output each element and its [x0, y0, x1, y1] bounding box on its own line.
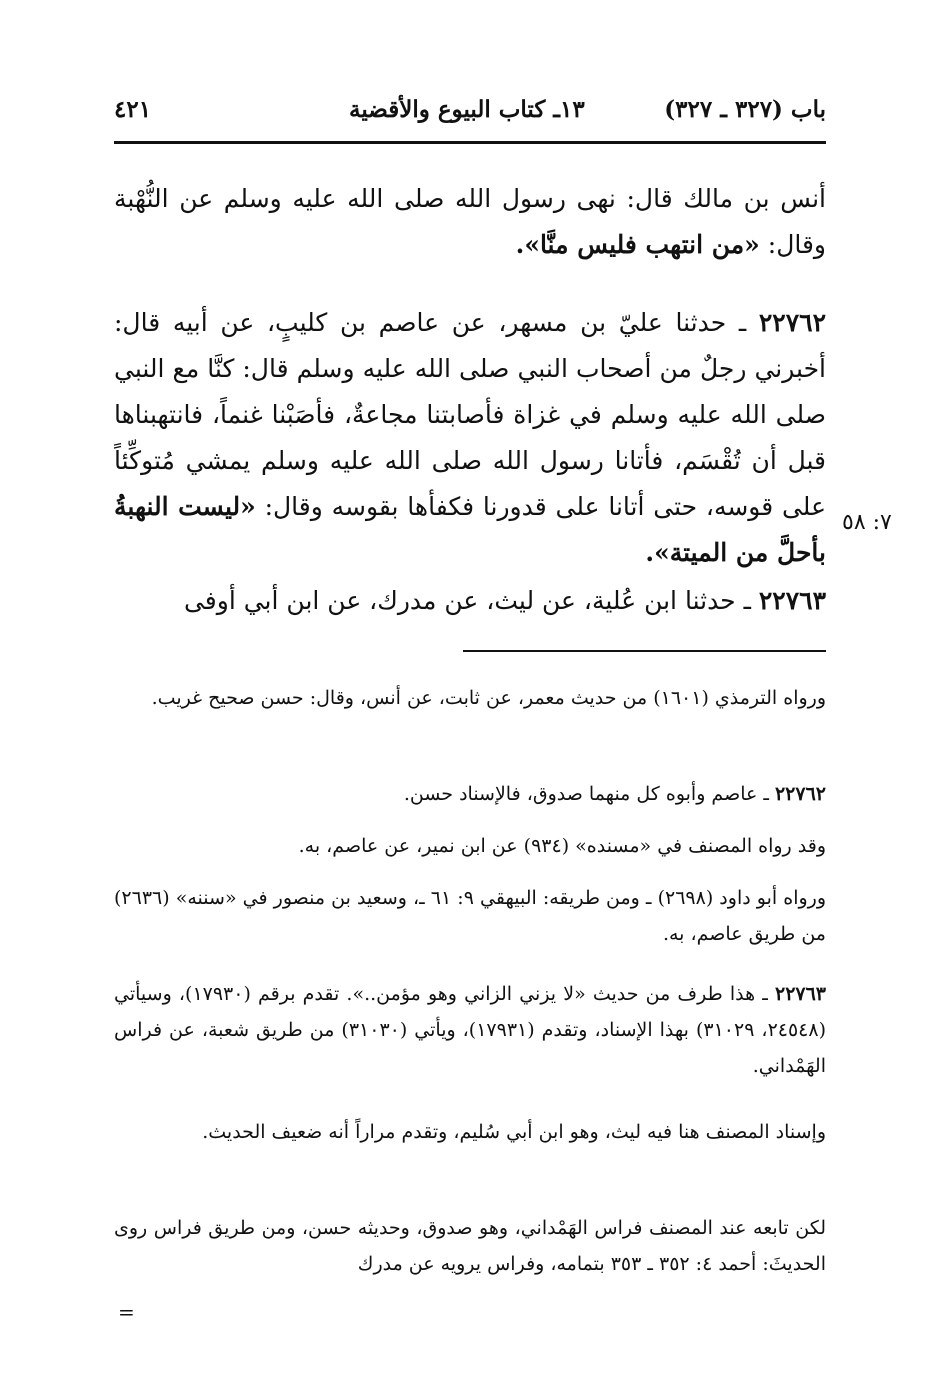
- footnote-5: [114, 976, 870, 1084]
- footnote-4: ورواه أبو داود (٢٦٩٨) ـ ومن طريقه: البيهقي ٩: ٦١ ـ، وسعيد بن منصور في «سننه» (٢٦٣٦) من طريق عاصم، به.: [114, 887, 826, 945]
- footnote-6: وإسناد المصنف هنا فيه ليث، وهو ابن أبي سُليم، وتقدم مراراً أنه ضعيف الحديث.: [202, 1121, 826, 1143]
- margin-reference: ٧: ٥٨: [842, 510, 892, 535]
- footnote-number: ٢٢٧٦٣: [774, 983, 827, 1005]
- running-header: [114, 92, 826, 132]
- footnote-number: ٢٢٧٦٢: [774, 783, 826, 805]
- hadith-text: ـ حدثنا عليّ بن مسهر، عن عاصم بن كليبٍ، عن أبيه قال: أخبرني رجلٌ من أصحاب النبي صلى الله عليه وسلم قال: كنَّا مع النبي صلى الله عليه وسلم في غزاة فأصابتنا مجاعةٌ، فأصَبْنا غنماً، فانتهبناها قبل أن تُقْسَم، فأتانا رسول الله صلى الله عليه وسلم يمشي مُتوكِّئاً على قوسه، حتى أتانا على قدورنا فكفأها بقوسه وقال:: [114, 308, 826, 521]
- hadith-text: ـ حدثنا ابن عُلية، عن ليث، عن مدرك، عن ابن أبي أوفى: [183, 586, 759, 615]
- hadith-number: ٢٢٧٦٢: [758, 308, 826, 337]
- paragraph-text: أنس بن مالك قال: نهى رسول الله صلى الله عليه وسلم عن النُّهْبة وقال:: [114, 184, 826, 259]
- footnote-text: ـ عاصم وأبوه كل منهما صدوق، فالإسناد حسن.: [403, 783, 775, 805]
- footnote-2: [114, 776, 870, 812]
- prophetic-quote: «ليست النهبةُ بأحلَّ من الميتة».: [114, 492, 826, 567]
- prophetic-quote: «من انتهب فليس منَّا».: [515, 230, 760, 259]
- page-number: ٤٢١: [114, 96, 152, 123]
- hadith-22762: [114, 300, 826, 576]
- footnote-rule: [463, 650, 826, 652]
- footnote-text: ـ هذا طرف من حديث «لا يزني الزاني وهو مؤمن..». تقدم برقم (١٧٩٣٠)، وسيأتي (٢٤٥٤٨، ٣١٠٢٩) بهذا الإسناد، وتقدم (١٧٩٣١)، ويأتي (٣١٠٣٠) من طريق شعبة، عن فراس الهَمْداني.: [114, 983, 827, 1077]
- book-title: ١٣ـ كتاب البيوع والأقضية: [349, 96, 585, 123]
- paragraph-1: [114, 176, 826, 268]
- header-rule: [114, 141, 826, 144]
- footnote-7: لكن تابعه عند المصنف فراس الهَمْداني، وهو صدوق، وحديثه حسن، ومن طريق فراس روى الحديثَ: أحمد ٤: ٣٥٢ ـ ٣٥٣ بتمامه، وفراس يرويه عن مدرك: [114, 1217, 826, 1275]
- footnote-3: وقد رواه المصنف في «مسنده» (٩٣٤) عن ابن نمير، عن عاصم، به.: [298, 835, 826, 857]
- hadith-22763: [114, 578, 826, 624]
- hadith-number: ٢٢٧٦٣: [758, 586, 826, 615]
- chapter-heading: باب (٣٢٧ ـ ٣٢٧): [664, 96, 826, 123]
- continuation-mark: =: [118, 1300, 135, 1324]
- footnote-1: ورواه الترمذي (١٦٠١) من حديث معمر، عن ثابت، عن أنس، وقال: حسن صحيح غريب.: [151, 687, 826, 709]
